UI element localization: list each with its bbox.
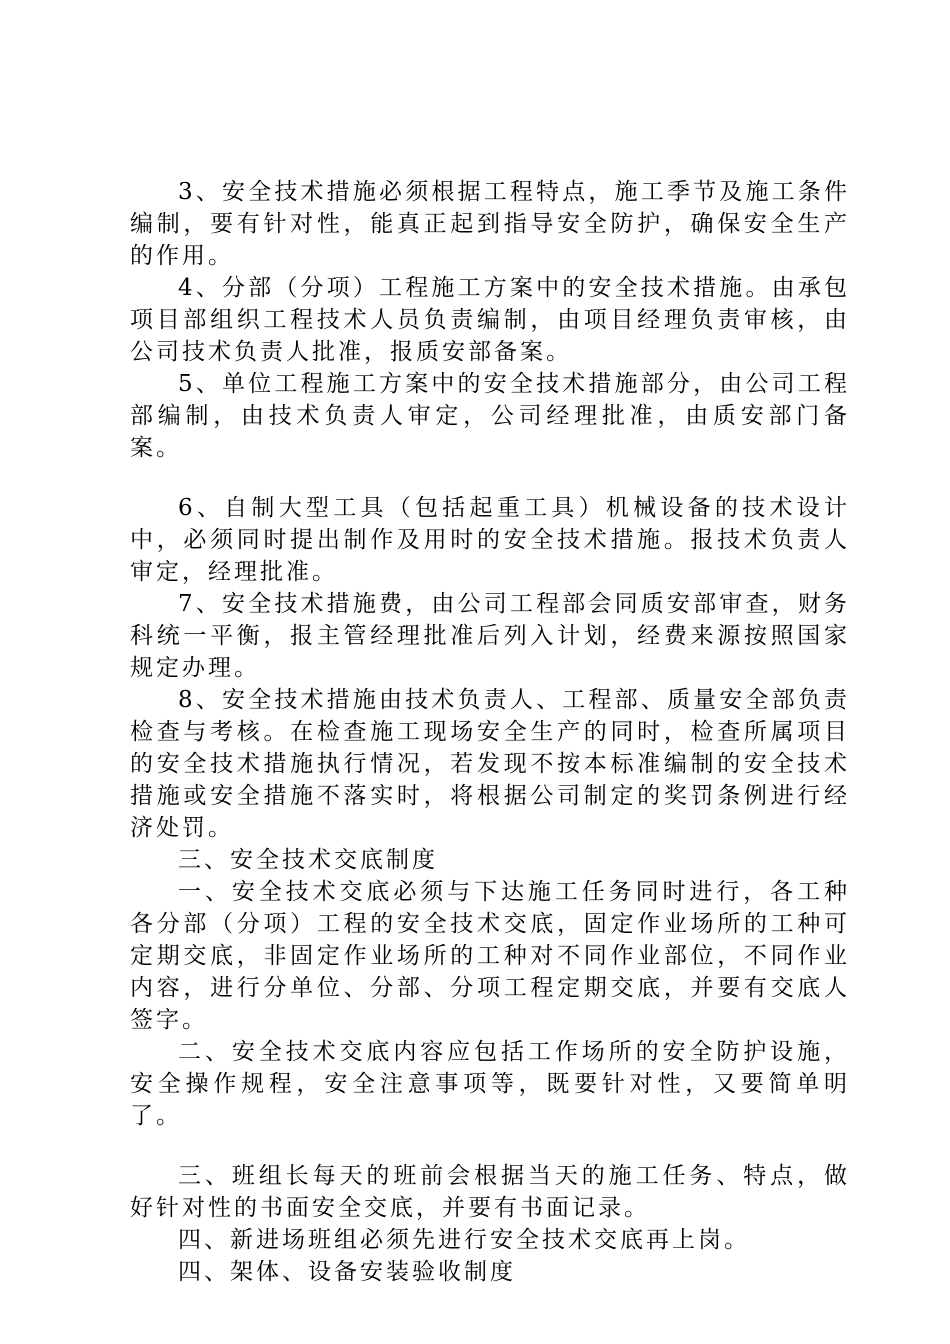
paragraph-item-7: 7、安全技术措施费，由公司工程部会同质安部审查，财务科统一平衡，报主管经理批准后列入计划，经费来源按照国家规定办理。 [130,591,850,681]
briefing-item-4: 四、新进场班组必须先进行安全技术交底再上岗。 [178,1227,750,1253]
briefing-item-3: 三、班组长每天的班前会根据当天的施工任务、特点，做好针对性的书面安全交底，并要有书面记录。 [130,1163,850,1221]
section-heading-safety-briefing: 三、安全技术交底制度 [178,847,438,873]
section-heading-installation-acceptance: 四、架体、设备安装验收制度 [178,1259,516,1285]
briefing-item-2: 二、安全技术交底内容应包括工作场所的安全防护设施，安全操作规程，安全注意事项等，既要针对性，又要简单明了。 [130,1039,850,1129]
paragraph-item-3: 3、安全技术措施必须根据工程特点，施工季节及施工条件编制，要有针对性，能真正起到指导安全防护，确保安全生产的作用。 [130,179,850,269]
document-body [130,176,850,1288]
paragraph-item-8: 8、安全技术措施由技术负责人、工程部、质量安全部负责检查与考核。在检查施工现场安全生产的同时，检查所属项目的安全技术措施执行情况，若发现不按本标准编制的安全技术措施或安全措施不落实时，将根据公司制定的奖罚条例进行经济处罚。 [130,687,850,841]
paragraph-item-4: 4、分部（分项）工程施工方案中的安全技术措施。由承包项目部组织工程技术人员负责编制，由项目经理负责审核，由公司技术负责人批准，报质安部备案。 [130,275,850,365]
briefing-item-1: 一、安全技术交底必须与下达施工任务同时进行，各工种各分部（分项）工程的安全技术交底，固定作业场所的工种可定期交底，非固定作业场所的工种对不同作业部位，不同作业内容，进行分单位、分部、分项工程定期交底，并要有交底人签字。 [130,879,850,1033]
paragraph-item-5: 5、单位工程施工方案中的安全技术措施部分，由公司工程部编制，由技术负责人审定，公司经理批准，由质安部门备案。 [130,371,850,461]
paragraph-item-6: 6、自制大型工具（包括起重工具）机械设备的技术设计中，必须同时提出制作及用时的安全技术措施。报技术负责人审定，经理批准。 [130,495,850,585]
